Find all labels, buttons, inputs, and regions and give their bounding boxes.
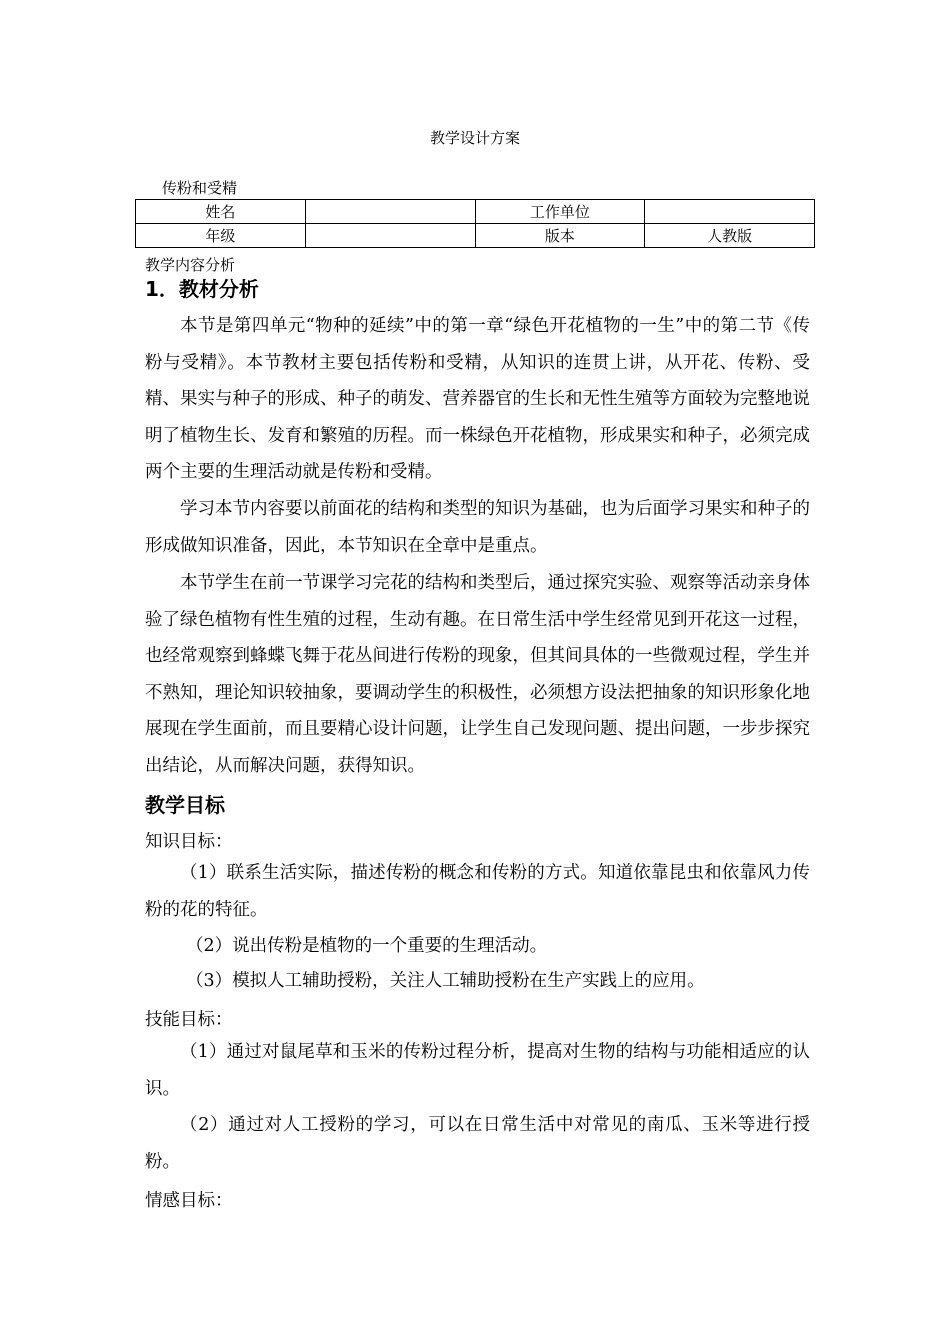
table-cell-label: 工作单位	[475, 200, 645, 224]
section-heading-teaching-goals: 教学目标	[145, 793, 225, 817]
paragraph-3: 本节学生在前一节课学习完花的结构和类型后，通过探究实验、观察等活动亲身体验了绿色植物有性生殖的过程，生动有趣。在日常生活中学生经常见到开花这一过程，也经常观察到蜂蝶飞舞于花丛间进行传粉的现象，但其间具体的一些微观过程，学生并不熟知，理论知识较抽象，要调动学生的积极性，必须想方设法把抽象的知识形象化地展现在学生面前，而且要精心设计问题，让学生自己发现问题、提出问题，一步步探究出结论，从而解决问题，获得知识。	[145, 573, 810, 776]
knowledge-goal-1: （1）联系生活实际，描述传粉的概念和传粉的方式。知道依靠昆虫和依靠风力传粉的花的特征。	[145, 863, 810, 920]
info-table	[135, 199, 815, 248]
table-cell-label: 版本	[475, 224, 645, 248]
knowledge-goal-3: （3）模拟人工辅助授粉，关注人工辅助授粉在生产实践上的应用。	[186, 971, 705, 991]
section-heading-textbook-analysis: 1．教材分析	[145, 277, 259, 301]
table-cell-value	[305, 224, 475, 248]
table-cell-value	[645, 200, 815, 224]
skill-goal-1: （1）通过对鼠尾草和玉米的传粉过程分析，提高对生物的结构与功能相适应的认识。	[145, 1042, 810, 1099]
skill-goal-2: （2）通过对人工授粉的学习，可以在日常生活中对常见的南瓜、玉米等进行授粉。	[145, 1115, 810, 1172]
table-cell-value	[305, 200, 475, 224]
document-title: 教学设计方案	[429, 129, 520, 147]
knowledge-goals-label: 知识目标：	[145, 832, 233, 852]
knowledge-goal-2: （2）说出传粉是植物的一个重要的生理活动。	[186, 936, 548, 956]
skill-goals-label: 技能目标：	[145, 1010, 233, 1030]
paragraph-1: 本节是第四单元“物种的延续”中的第一章“绿色开花植物的一生”中的第二节《传粉与受精》。本节教材主要包括传粉和受精，从知识的连贯上讲，从开花、传粉、受精、果实与种子的形成、种子的萌发、营养器官的生长和无性生殖等方面较为完整地说明了植物生长、发育和繁殖的历程。而一株绿色开花植物，形成果实和种子，必须完成两个主要的生理活动就是传粉和受精。	[145, 316, 810, 482]
table-row	[136, 224, 815, 248]
table-cell-label: 姓名	[136, 200, 306, 224]
paragraph-2: 学习本节内容要以前面花的结构和类型的知识为基础，也为后面学习果实和种子的形成做知识准备，因此，本节知识在全章中是重点。	[145, 499, 810, 556]
content-analysis-label: 教学内容分析	[145, 256, 236, 274]
table-row	[136, 200, 815, 224]
lesson-subtitle: 传粉和受精	[162, 179, 238, 197]
table-cell-label: 年级	[136, 224, 306, 248]
emotion-goals-label: 情感目标：	[145, 1191, 233, 1211]
table-cell-value: 人教版	[645, 224, 815, 248]
